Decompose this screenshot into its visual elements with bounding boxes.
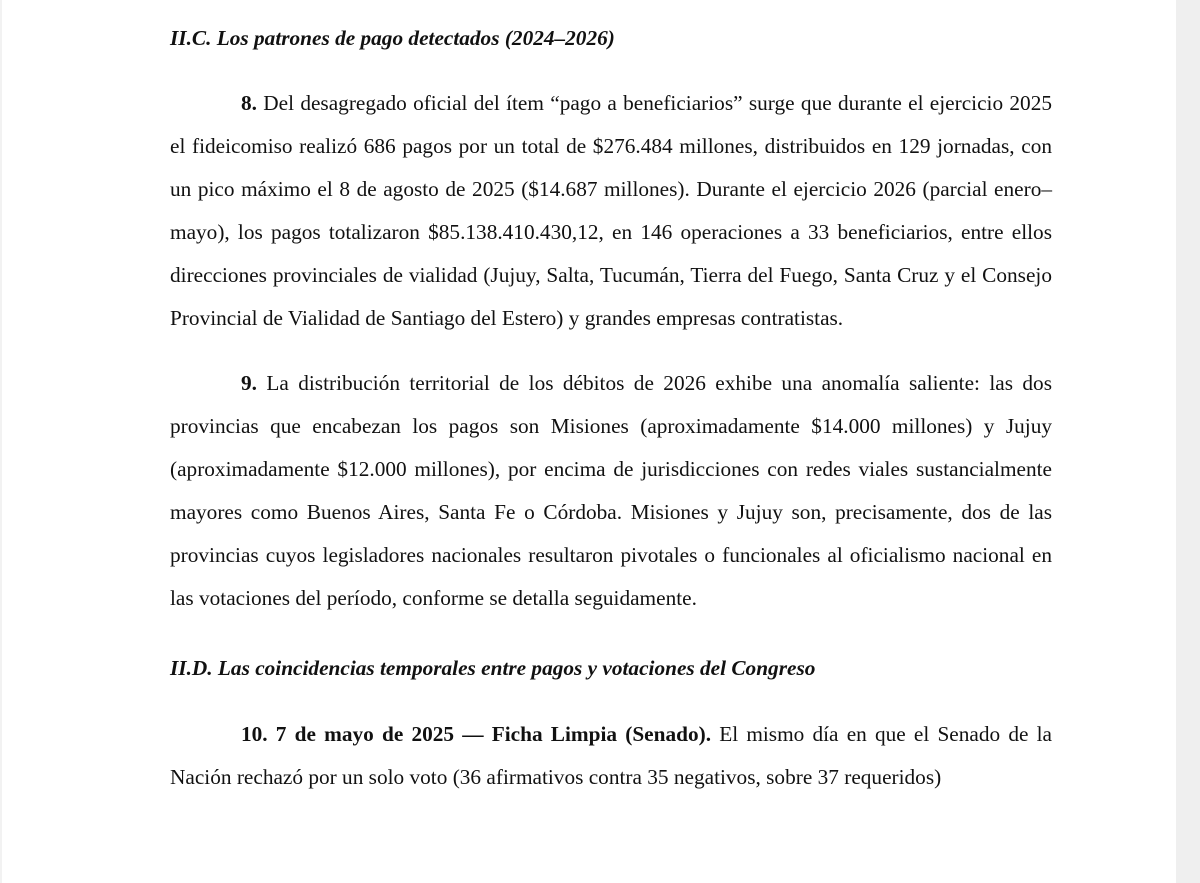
section-heading-ii-d: II.D. Las coincidencias temporales entre pagos y votaciones del Congreso — [170, 656, 816, 681]
paragraph-number: 8. — [241, 91, 257, 115]
paragraph-lead: 10. 7 de mayo de 2025 — Ficha Limpia (Senado). — [241, 722, 712, 747]
paragraph-text: El mismo día en que el Senado de la Nación rechazó por un solo voto (36 afirmativos contra 35 negativos, sobre 37 requeridos) — [170, 722, 1052, 790]
paragraph-text: Del desagregado oficial del ítem “pago a beneficiarios” surge que durante el ejercicio 2025 el fideicomiso realizó 686 pagos por un total de $276.484 millones, distribuidos en 129 jornadas, con un pico máximo el 8 de agosto de 2025 ($14.687 millones). Durante el ejercicio 2026 (parcial enero–mayo), los pagos totalizaron $85.138.410.430,12, en 146 operaciones a 33 beneficiarios, entre ellos direcciones provinciales de vialidad (Jujuy, Salta, Tucumán, Tierra del Fuego, Santa Cruz y el Consejo Provincial de Vialidad de Santiago del Estero) y grandes empresas contratistas. — [170, 91, 1052, 331]
scrollbar-track[interactable] — [1176, 0, 1200, 883]
section-heading-ii-c: II.C. Los patrones de pago detectados (2024–2026) — [170, 26, 615, 50]
paragraph-8 — [170, 82, 1052, 341]
paragraph-text: La distribución territorial de los débitos de 2026 exhibe una anomalía saliente: las dos provincias que encabezan los pagos son Misiones (aproximadamente $14.000 millones) y Jujuy (aproximadamente $12.000 millones), por encima de jurisdicciones con redes viales sustancialmente mayores como Buenos Aires, Santa Fe o Córdoba. Misiones y Jujuy son, precisamente, dos de las provincias cuyos legisladores nacionales resultaron pivotales o funcionales al oficialismo nacional en las votaciones del período, conforme se detalla seguidamente. — [170, 370, 1052, 611]
paragraph-number: 9. — [241, 370, 257, 395]
document-page — [2, 0, 1176, 883]
paragraph-10 — [170, 713, 1052, 799]
paragraph-9 — [170, 362, 1052, 621]
document-body — [170, 21, 1052, 799]
